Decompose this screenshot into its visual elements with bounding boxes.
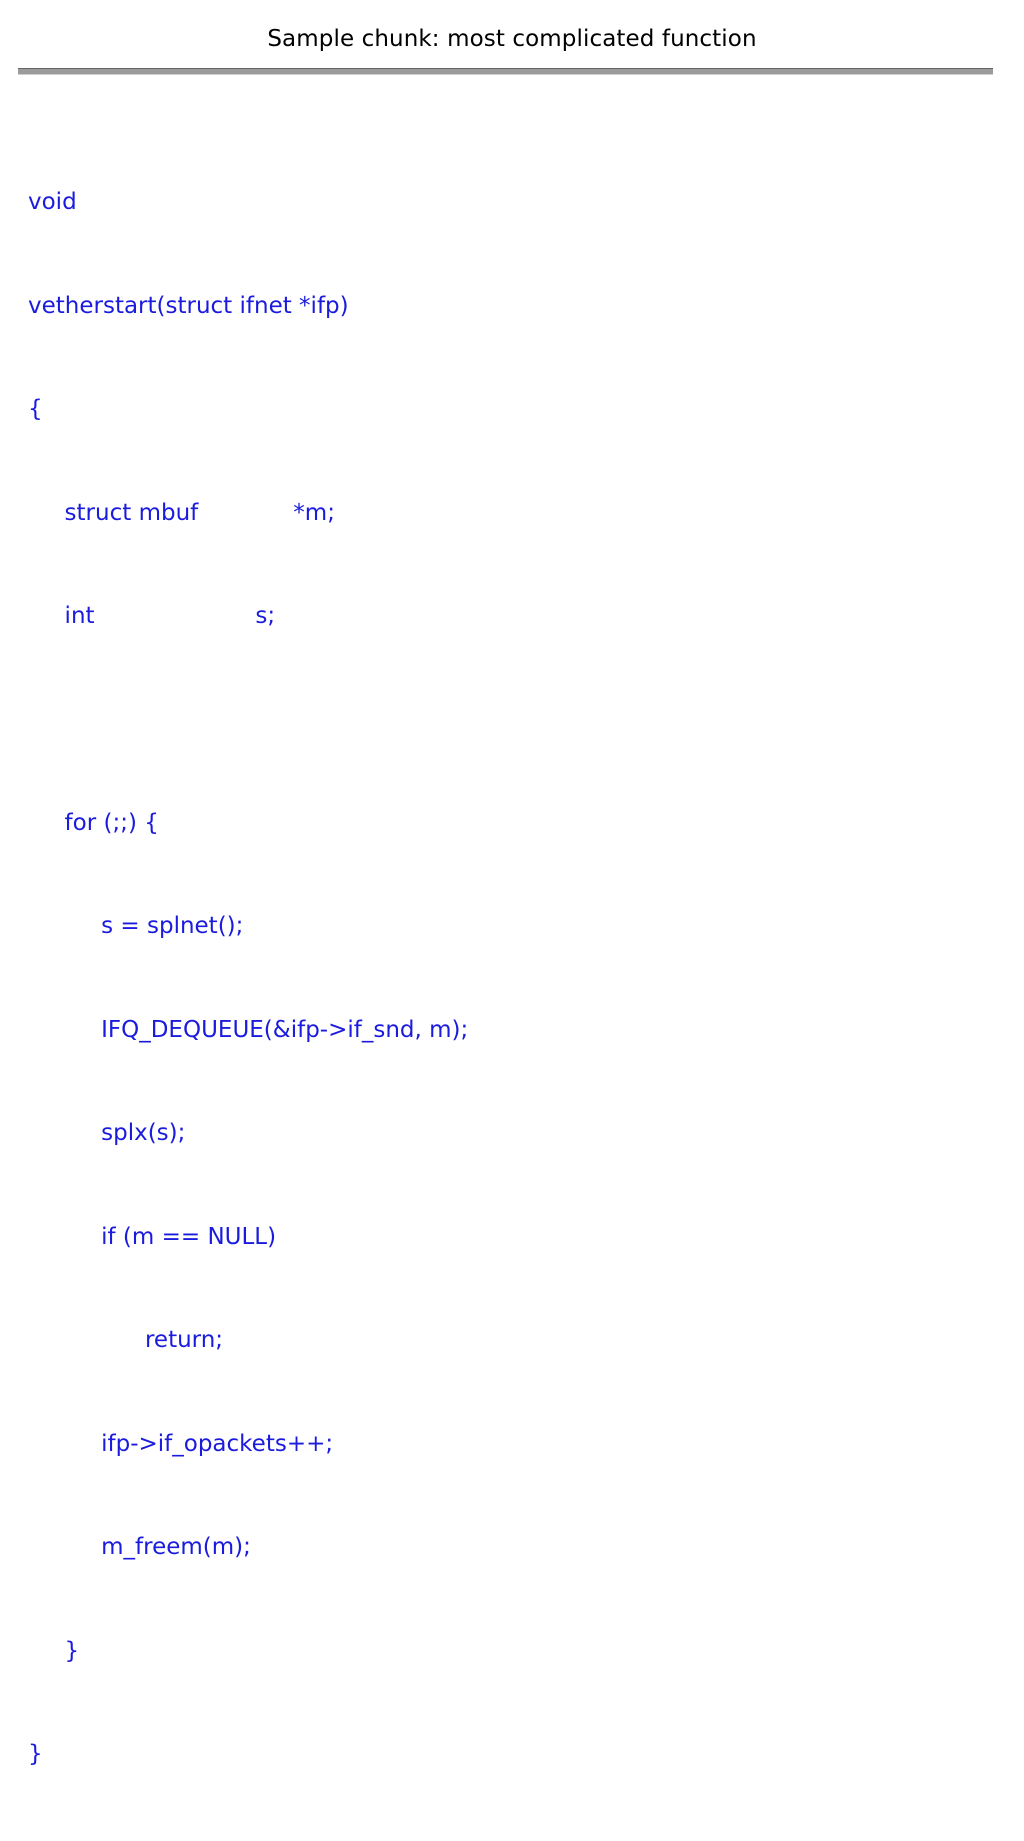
code-line: } (28, 1741, 43, 1767)
code-line: int s; (28, 603, 276, 629)
page-title: Sample chunk: most complicated function (267, 26, 757, 52)
code-line: IFQ_DEQUEUE(&ifp->if_snd, m); (28, 1016, 469, 1043)
code-line: if (m == NULL) (28, 1223, 277, 1250)
code-line: struct mbuf *m; (28, 499, 335, 526)
code-line-blank (28, 703, 988, 737)
code-line: void (28, 189, 77, 215)
code-line: } (28, 1637, 80, 1664)
title-divider (18, 68, 993, 75)
code-line: { (28, 396, 43, 422)
code-line: m_freem(m); (28, 1534, 251, 1560)
code-line: vetherstart(struct ifnet *ifp) (28, 292, 349, 319)
code-line: for (;;) { (28, 809, 159, 836)
code-line: s = splnet(); (28, 913, 244, 939)
code-line: return; (28, 1327, 224, 1353)
code-block (28, 116, 988, 1841)
code-line: ifp->if_opackets++; (28, 1430, 334, 1457)
code-line: splx(s); (28, 1120, 186, 1146)
